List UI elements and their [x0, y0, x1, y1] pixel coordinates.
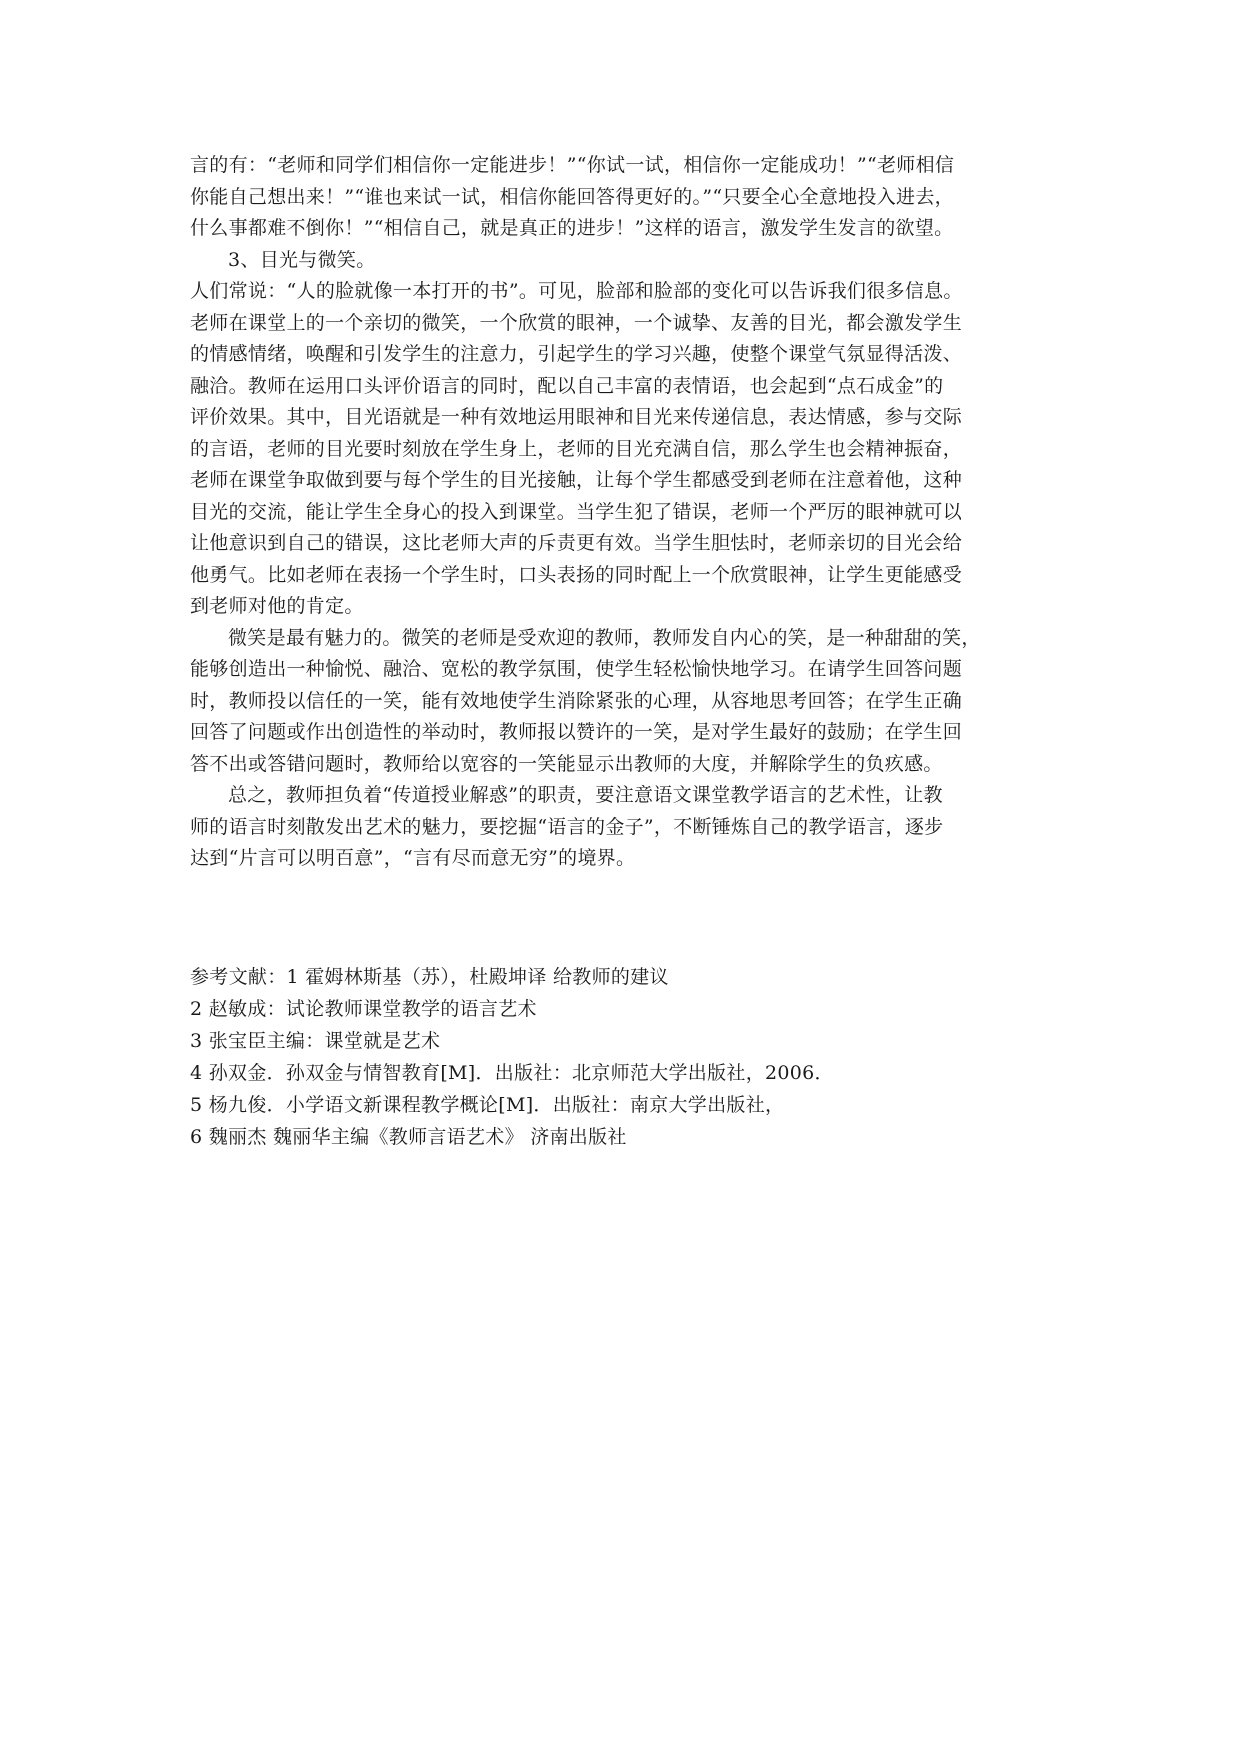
- document-page: [190, 150, 1060, 1153]
- text-line: 融洽。教师在运用口头评价语言的同时，配以自己丰富的表情语，也会起到“点石成金”的: [190, 374, 944, 397]
- text-line: 时，教师投以信任的一笑，能有效地使学生消除紧张的心理，从容地思考回答；在学生正确: [190, 689, 963, 712]
- text-line: 评价效果。其中，目光语就是一种有效地运用眼神和目光来传递信息，表达情感，参与交际: [190, 406, 963, 428]
- text-line: 老师在课堂争取做到要与每个学生的目光接触，让每个学生都感受到老师在注意着他，这种: [190, 469, 963, 491]
- paragraph-eye-contact: [190, 276, 1060, 623]
- text-line: 他勇气。比如老师在表扬一个学生时，口头表扬的同时配上一个欣赏眼神，让学生更能感受: [190, 563, 963, 586]
- paragraph-conclusion: [190, 780, 1060, 875]
- text-line: 言的有：“老师和同学们相信你一定能进步！”“你试一试，相信你一定能成功！”“老师相信: [190, 154, 955, 176]
- reference-item: 4 孙双金．孙双金与情智教育[M]．出版社：北京师范大学出版社，2006．: [190, 1061, 834, 1084]
- reference-item: 3 张宝臣主编：课堂就是艺术: [190, 1029, 441, 1052]
- text-line: 让他意识到自己的错误，这比老师大声的斥责更有效。当学生胆怯时，老师亲切的目光会给: [190, 532, 963, 554]
- text-line: 微笑是最有魅力的。微笑的老师是受欢迎的教师，教师发自内心的笑，是一种甜甜的笑，: [228, 626, 981, 649]
- reference-item: 参考文献：1 霍姆林斯基（苏），杜殿坤译 给教师的建议: [190, 965, 669, 988]
- text-line: 的情感情绪，唤醒和引发学生的注意力，引起学生的学习兴趣，使整个课堂气氛显得活泼、: [190, 343, 963, 365]
- text-line: 答不出或答错问题时，教师给以宽容的一笑能显示出教师的大度，并解除学生的负疚感。: [190, 752, 943, 775]
- text-line: 的言语，老师的目光要时刻放在学生身上，老师的目光充满自信，那么学生也会精神振奋，: [190, 437, 963, 460]
- reference-item: 5 杨九俊．小学语文新课程教学概论[M]．出版社：南京大学出版社，: [190, 1093, 785, 1116]
- text-line: 能够创造出一种愉悦、融洽、宽松的教学氛围，使学生轻松愉快地学习。在请学生回答问题: [190, 658, 963, 680]
- text-line: 目光的交流，能让学生全身心的投入到课堂。当学生犯了错误，老师一个严厉的眼神就可以: [190, 500, 963, 523]
- text-line: 什么事都难不倒你！”“相信自己，就是真正的进步！”这样的语言，激发学生发言的欲望。: [190, 217, 954, 239]
- text-line: 人们常说：“人的脸就像一本打开的书”。可见，脸部和脸部的变化可以告诉我们很多信息。: [190, 280, 963, 302]
- section-heading: 3、目光与微笑。: [228, 248, 376, 271]
- reference-item: 6 魏丽杰 魏丽华主编《教师言语艺术》 济南出版社: [190, 1125, 627, 1148]
- section-spacer: [190, 875, 1060, 961]
- text-line: 师的语言时刻散发出艺术的魅力，要挖掘“语言的金子”，不断锤炼自己的教学语言，逐步: [190, 815, 944, 838]
- text-line: 老师在课堂上的一个亲切的微笑，一个欣赏的眼神，一个诚挚、友善的目光，都会激发学生: [190, 311, 963, 334]
- text-line: 你能自己想出来！”“谁也来试一试，相信你能回答得更好的。”“只要全心全意地投入进去，: [190, 185, 954, 208]
- paragraph-encouragement: [190, 150, 1060, 245]
- text-line: 达到“片言可以明百意”，“言有尽而意无穷”的境界。: [190, 847, 636, 869]
- text-line: 回答了问题或作出创造性的举动时，教师报以赞许的一笑，是对学生最好的鼓励；在学生回: [190, 721, 963, 743]
- text-line: 总之，教师担负着“传道授业解惑”的职责，要注意语文课堂教学语言的艺术性，让教: [228, 784, 943, 806]
- references-list: [190, 961, 1060, 1153]
- paragraph-smile: [190, 623, 1060, 781]
- reference-item: 2 赵敏成：试论教师课堂教学的语言艺术: [190, 997, 537, 1020]
- text-line: 到老师对他的肯定。: [190, 595, 364, 617]
